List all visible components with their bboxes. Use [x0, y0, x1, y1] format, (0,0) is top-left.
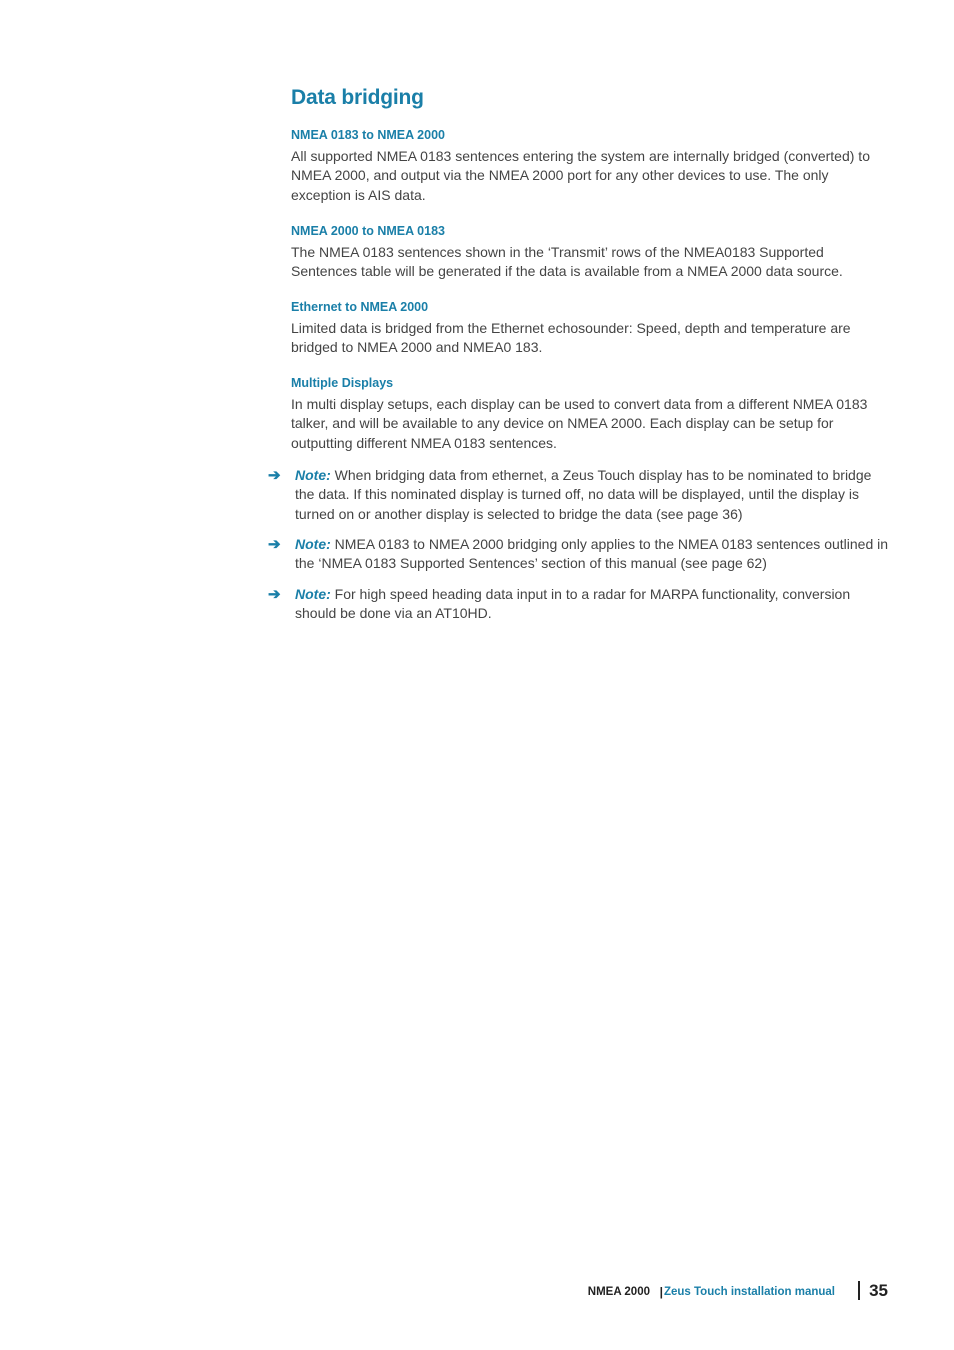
arrow-right-icon: ➔	[268, 586, 281, 603]
note-nmea-bridging-scope	[268, 535, 892, 574]
section-heading: NMEA 0183 to NMEA 2000	[291, 128, 445, 142]
page-title: Data bridging	[291, 86, 424, 109]
note-text: NMEA 0183 to NMEA 2000 bridging only applies to the NMEA 0183 sentences outlined in the ‘NMEA 0183 Supported Sentences’ section of this manual (see page 62)	[295, 536, 889, 572]
section-text: Limited data is bridged from the Ethernet echosounder: Speed, depth and temperature are bridged to NMEA 2000 and NMEA0 183.	[291, 320, 851, 356]
note-label: Note:	[295, 467, 331, 483]
section-ethernet-to-nmea2000	[291, 300, 891, 358]
section-text: In multi display setups, each display can be used to convert data from a different NMEA 0183 talker, and will be available to any device on NMEA 2000. Each display can be setup for outputting different NMEA 0183 sentences.	[291, 396, 868, 451]
note-text: For high speed heading data input in to a radar for MARPA functionality, conversion should be done via an AT10HD.	[295, 586, 851, 622]
footer-section-name: NMEA 2000	[587, 1286, 650, 1298]
note-label: Note:	[295, 586, 331, 602]
section-nmea0183-to-nmea2000	[291, 128, 891, 205]
section-nmea2000-to-nmea0183	[291, 224, 891, 282]
note-radar-heading	[268, 585, 892, 624]
footer-separator: |	[659, 1285, 663, 1299]
section-multiple-displays	[291, 376, 891, 453]
note-text: When bridging data from ethernet, a Zeus Touch display has to be nominated to bridge the data. If this nominated display is turned off, no data will be displayed, until the display is turned on or another display is selected to bridge the data (see page 36)	[295, 467, 872, 522]
section-text: The NMEA 0183 sentences shown in the ‘Transmit’ rows of the NMEA0183 Supported Sentences table will be generated if the data is available from a NMEA 2000 data source.	[291, 244, 843, 280]
footer-divider	[858, 1281, 860, 1300]
arrow-right-icon: ➔	[268, 467, 281, 484]
section-heading: Multiple Displays	[291, 376, 394, 390]
page-number: 35	[869, 1281, 888, 1300]
section-heading: Ethernet to NMEA 2000	[291, 300, 429, 314]
page-footer	[560, 1281, 890, 1305]
section-text: All supported NMEA 0183 sentences entering the system are internally bridged (converted) to NMEA 2000, and output via the NMEA 2000 port for any other devices to use. The only exception is AIS data.	[291, 148, 870, 203]
arrow-right-icon: ➔	[268, 536, 281, 553]
note-label: Note:	[295, 536, 331, 552]
footer-manual-title: Zeus Touch installation manual	[663, 1286, 835, 1298]
note-ethernet-bridging	[268, 466, 892, 524]
section-heading: NMEA 2000 to NMEA 0183	[291, 224, 445, 238]
